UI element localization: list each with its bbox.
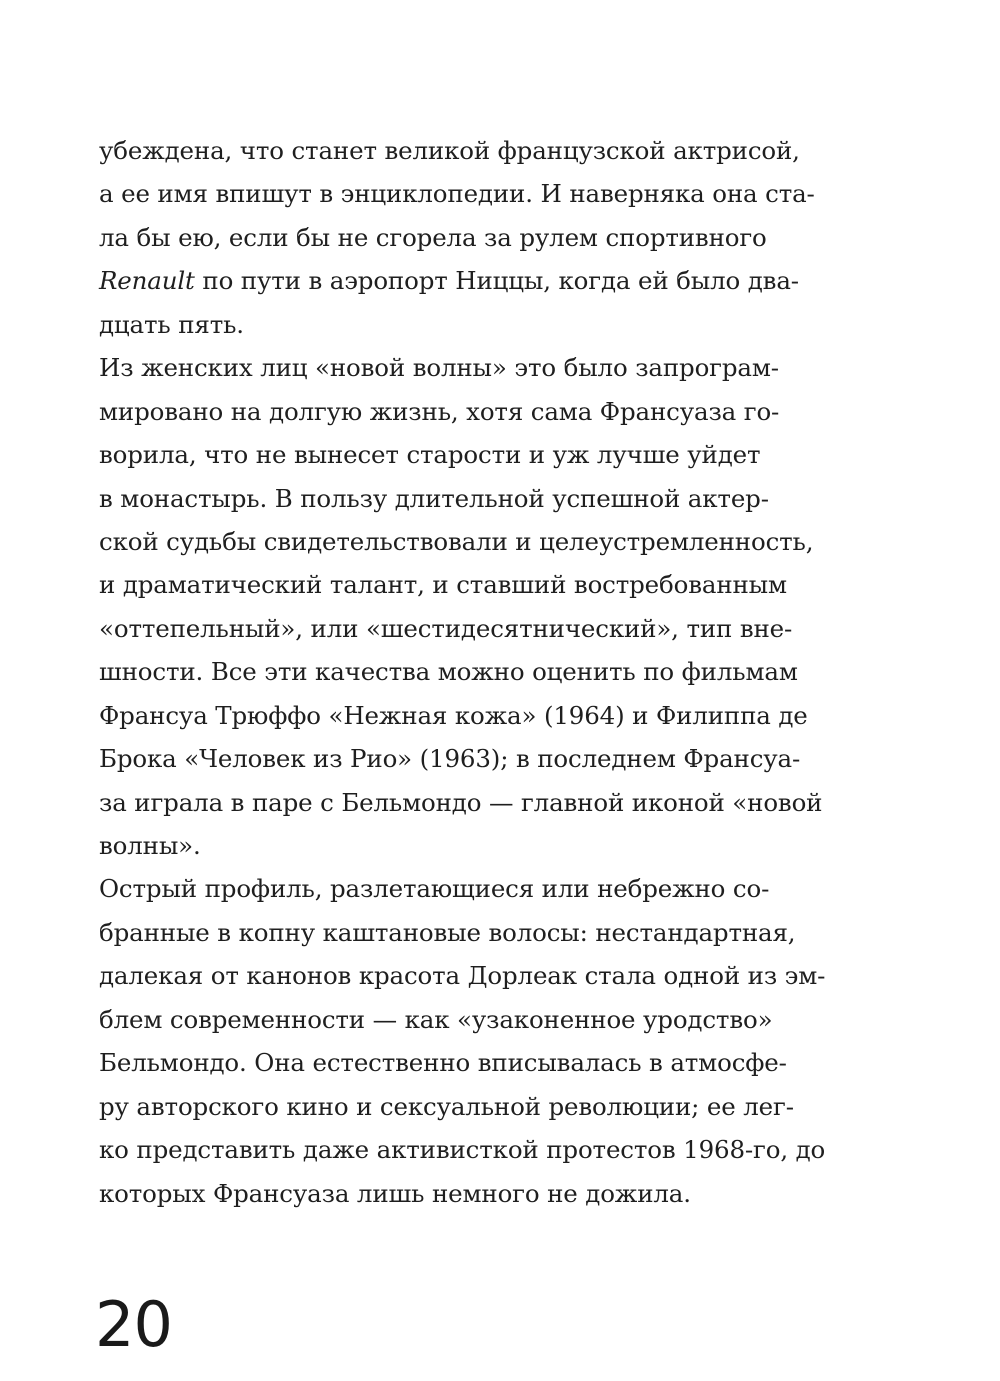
page-number: 20	[95, 1288, 172, 1361]
text-line: ко представить даже активисткой протестов 1968-го, до	[99, 1135, 826, 1165]
text-line: Брока «Человек из Рио» (1963); в последнем Франсуа-	[99, 744, 801, 774]
text-line: шности. Все эти качества можно оценить по фильмам	[99, 657, 798, 687]
text-line: Острый профиль, разлетающиеся или небрежно со-	[99, 874, 770, 904]
text-line: которых Франсуаза лишь немного не дожила.	[99, 1178, 691, 1208]
text-line: ла бы ею, если бы не сгорела за рулем спортивного	[99, 222, 767, 252]
text-line: мировано на долгую жизнь, хотя сама Франсуаза го-	[99, 396, 780, 426]
text-line: блем современности — как «узаконенное уродство»	[99, 1004, 773, 1034]
text-line: Из женских лиц «новой волны» это было запрограм-	[99, 353, 779, 383]
text-line: в монастырь. В пользу длительной успешной актер-	[99, 483, 769, 513]
text-line: волны».	[99, 831, 201, 860]
italic-brand-name: Renault	[99, 266, 195, 296]
body-text	[99, 129, 899, 1215]
text-line: убеждена, что станет великой французской актрисой,	[99, 136, 800, 165]
text-line: ру авторского кино и сексуальной революции; ее лег-	[99, 1091, 794, 1121]
text-line: ской судьбы свидетельствовали и целеустремленность,	[99, 526, 814, 556]
text-line: за играла в паре с Бельмондо — главной иконой «новой	[99, 787, 823, 817]
text-line: дцать пять.	[99, 309, 244, 339]
text-line: а ее имя впишут в энциклопедии. И наверняка она ста-	[99, 179, 815, 209]
text-line: Бельмондо. Она естественно вписывалась в атмосфе-	[99, 1048, 787, 1078]
text-line: и драматический талант, и ставший востребованным	[99, 570, 787, 600]
text-line: «оттепельный», или «шестидесятнический», тип вне-	[99, 613, 793, 643]
text-line-rest: по пути в аэропорт Ниццы, когда ей было два-	[194, 266, 799, 296]
text-line: Франсуа Трюффо «Нежная кожа» (1964) и Филиппа де	[99, 700, 808, 730]
text-line: далекая от канонов красота Дорлеак стала одной из эм-	[99, 961, 826, 991]
text-line-renault	[99, 259, 899, 302]
text-line: ворила, что не вынесет старости и уж лучше уйдет	[99, 440, 761, 470]
text-line: бранные в копну каштановые волосы: нестандартная,	[99, 917, 796, 947]
